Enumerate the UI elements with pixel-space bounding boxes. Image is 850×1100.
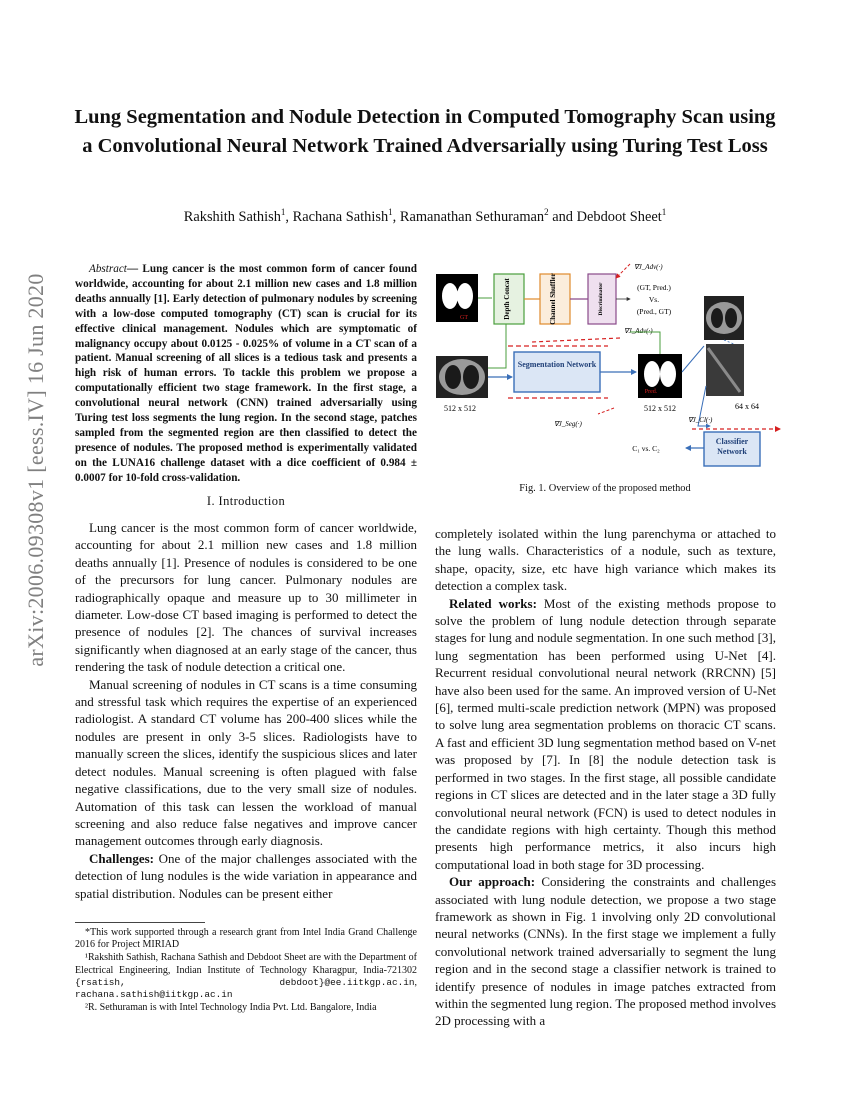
footnote-text: ¹Rakshith Sathish, Rachana Sathish and Debdoot Sheet are with the Department of Electrical Engineering, Indian Institute of Technology Kharagpur, India-721302 <box>75 952 417 976</box>
footnote <box>75 952 417 1001</box>
intro-paragraph: Manual screening of nodules in CT scans is a time consuming and stressful task which requires the expertise of an experienced radiologist. A standard CT volume has 200-400 slices while the nodules are present in only 3-5 slices. Radiologists have to manually screen the slices, identify the suspicious slices and later detect nodules. Manual screening is often plagued with false negative classifications, due to the very small size of nodules. Automation of this task can lessen the workload of manual screening and also reduce false negatives and improve cancer management outcomes through early diagnosis. <box>75 676 417 849</box>
affiliation-mark: 2 <box>544 207 549 217</box>
approach-paragraph <box>435 873 776 1030</box>
affiliation-mark: 1 <box>661 207 667 217</box>
author-name: Ramanathan Sethuraman <box>399 208 545 225</box>
gradient-label: ∇J_Adv(·) <box>634 263 663 271</box>
pred-tag: Pred. <box>644 389 658 395</box>
footnote-rule <box>75 922 205 923</box>
paragraph-text: One of the major challenges associated with the detection of lung nodules is the wide variation in appearance and spatial distribution. Nodules can be present either <box>75 850 417 901</box>
footnote-text: , <box>414 976 417 988</box>
pair-label: (GT, Pred.) <box>637 283 671 292</box>
paragraph-heading: Our approach: <box>449 874 536 890</box>
method-overview-figure <box>434 256 782 476</box>
classifier-label-box <box>705 437 759 463</box>
size-label: 512 x 512 <box>644 404 676 413</box>
size-label: 64 x 64 <box>735 402 759 411</box>
gt-mask-image <box>436 274 478 322</box>
pair-vs-label: Vs. <box>648 295 660 304</box>
author-separator: and <box>548 208 577 225</box>
affiliation-mark: 1 <box>388 207 393 217</box>
ct-slice-right-image <box>704 296 744 340</box>
segmentation-network-label: Segmentation Network <box>517 360 597 369</box>
depth-concat-label: Depth Concat <box>503 278 511 320</box>
size-label: 512 x 512 <box>444 404 476 413</box>
abstract-text: — Lung cancer is the most common form of cancer found worldwide, accounting for about 2.1 million new cases and 1.8 million deaths annually [1]. Early detection of pulmonary nodules by screening with a low-dose computed tomography (CT) scan is crucial for its effective clinical management. Nodules which are symptomatic of malignancy occupy about 0.0125 - 0.025% of volume in a CT scan of a patient. Manual screening of all slices is a tedious task and presents a high risk of human errors. To tackle this problem we propose a computationally efficient two stage framework. In the first stage, a convolutional neural network (CNN) trained adversarially using Turing test loss segments the lung region. In the second stage, patches sampled from the segmented region are then classified to detect the presence of nodules. The proposed method is experimentally validated on the LUNA16 challenge dataset with a dice coefficient of 0.984 ± 0.0007 for 10-fold cross-validation. <box>75 263 417 484</box>
gradient-label: ∇J_Seg(·) <box>554 420 582 428</box>
classifier-network-label: Classifier Network <box>715 437 749 456</box>
discriminator-label: Discriminator <box>598 282 604 316</box>
email: {rsatish, debdoot}@ee.iitkgp.ac.in <box>75 976 415 988</box>
paragraph-text: Most of the existing methods propose to solve the problem of lung nodule detection through separate stages for lung and nodule segmentation. In one such method [3], lung segmentation has been performed using U-Net [4]. Recurrent residual convolutional neural network (RRCNN) [5] have also been used for the same. An improved version of U-Net [6], termed multi-scale prediction network (MPN) was proposed to solve lung area segmentation problems on thoracic CT scans. A fast and efficient 3D lung segmentation method based on V-net was proposed by [7]. In [8] the nodule detection task is performed in two stages. In the first stage, all possible candidate regions in CT slices are detected and in the later stage a 3D fully convolutional neural network (FCN) is used to detect nodules in the candidate regions with high certainty. Though this method presents high performance metrics, it also incurs high computational load in both stage for 3D processing. <box>435 595 776 872</box>
right-column <box>435 525 776 1030</box>
abstract-label: Abstract <box>89 263 127 275</box>
paragraph-heading: Challenges: <box>89 850 154 866</box>
arxiv-id: arXiv:2006.09308v1 [eess.IV] 16 Jun 2020 <box>23 273 48 667</box>
related-works-paragraph <box>435 595 776 874</box>
author-list <box>70 207 780 226</box>
paragraph-text: Considering the constraints and challenges associated with lung nodule detection, we propose a two stage framework as shown in Fig. 1 involving only 2D convolutional neural networks (CNNs). In the first stage we implement a fully convolutional network trained adversarially to segment the lung region and in the second stage a classifier network is trained to identify presence of nodules in image patches extracted from within the segmented lung region. The proposed method involves 2D processing with a <box>435 874 777 1029</box>
challenges-paragraph <box>75 850 417 902</box>
gradient-label: ∇J_Cl(·) <box>688 416 713 424</box>
class-output-label: C₁ vs. C₂ <box>632 444 660 453</box>
affiliation-mark: 1 <box>280 207 286 217</box>
body-paragraph: completely isolated within the lung parenchyma or attached to the lung walls. Characteristics of a nodule, such as texture, shape, opacity, size, etc have high variance which makes its detection a complex task. <box>435 526 776 594</box>
figure-caption: Fig. 1. Overview of the proposed method <box>519 483 691 494</box>
gt-tag: GT <box>460 315 468 321</box>
channel-shuffler-label: Channel Shuffler <box>549 273 557 325</box>
pred-mask-image <box>638 354 682 398</box>
footnote: *This work supported through a research grant from Intel India Grand Challenge 2016 for Project MIRIAD <box>75 927 417 951</box>
ct-slice-image <box>436 356 488 398</box>
email: rachana.sathish@iitkgp.ac.in <box>75 989 233 1001</box>
left-column <box>75 262 417 902</box>
footnote: ²R. Sethuraman is with Intel Technology India Pvt. Ltd. Bangalore, India <box>85 1002 377 1014</box>
paragraph-heading: Related works: <box>449 595 537 611</box>
author-name: Debdoot Sheet <box>576 208 662 225</box>
arxiv-watermark <box>14 273 58 667</box>
author-name: Rakshith Sathish <box>183 208 281 225</box>
section-heading: I. Introduction <box>206 493 286 508</box>
author-name: Rachana Sathish <box>292 208 389 225</box>
intro-paragraph: Lung cancer is the most common form of cancer worldwide, accounting for about 2.1 million new cases and 1.8 million deaths annually [1]. Presence of nodules is considered to be one of the precursors for lung cancer. Pulmonary nodules are radiographically opaque and measure up to 30 millimeter in diameter. Low-dose CT based imaging is performed to detect the presence of nodules [2]. The chances of survival increases significantly when diagnosed at an early stage of the cancer, thus rendering the task of nodule detection a critical one. <box>75 520 417 675</box>
footnotes <box>75 922 417 1015</box>
author-separator: , <box>285 208 293 225</box>
segmentation-network-label-box <box>516 360 598 388</box>
abstract <box>75 262 417 486</box>
author-separator: , <box>392 208 400 225</box>
pair-label: (Pred., GT) <box>636 307 672 316</box>
gradient-label: ∇J_Adv(·) <box>624 327 653 335</box>
paper-title: Lung Segmentation and Nodule Detection in Computed Tomography Scan using a Convolutional Neural Network Trained Adversarially using Turing Test Loss <box>74 106 776 157</box>
